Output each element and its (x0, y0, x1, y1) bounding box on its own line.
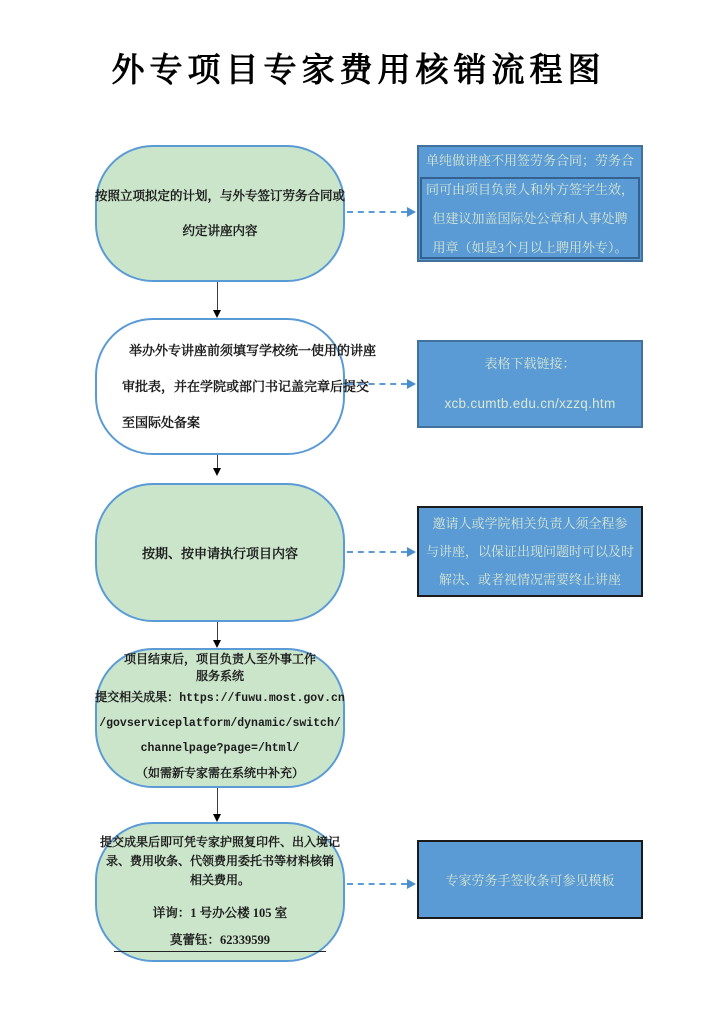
flow-step-3-execute-project (95, 483, 345, 622)
flow-step-4-submit-results (95, 648, 345, 788)
step-text-line: 按期、按申请执行项目内容 (141, 546, 298, 561)
download-link-text: xcb.cumtb.edu.cn/xzzq.htm (444, 396, 616, 411)
flow-arrow-down-3 (217, 622, 218, 641)
step-text-line: 举办外专讲座前须填写学校统一使用的讲座 (129, 342, 377, 358)
note-text-line: 但建议加盖国际处公章和人事处聘 (432, 210, 628, 226)
flow-step-1-sign-contract (95, 145, 345, 282)
contact-address-line: 详询：1 号办公楼 105 室 (152, 905, 288, 920)
note-box-receipt-template (417, 840, 643, 919)
step-text-line (95, 685, 345, 711)
note-text-line: 表格下载链接： (484, 356, 576, 371)
step-text-line: 审批表，并在学院或部门书记盖完章后提交 (122, 378, 370, 394)
note-box-form-download (417, 340, 643, 428)
contact-phone-text: 莫蕾钰：62339599 (169, 932, 270, 947)
note-box-contract-rules (417, 145, 643, 262)
dashed-connector-2 (347, 383, 407, 385)
flow-arrow-down-1 (217, 282, 218, 311)
submit-label: 提交相关成果： (95, 689, 180, 704)
note-text-line: 单纯做讲座不用签劳务合同；劳务合 (425, 152, 634, 168)
step-text-line: 提交成果后即可凭专家护照复印件、出入境记 (99, 834, 340, 849)
note-box-lecture-supervision (417, 506, 643, 597)
note-text-line: 专家劳务手签收条可参见模板 (445, 873, 615, 888)
note-text-line: 与讲座，以保证出现问题时可以及时 (425, 543, 634, 559)
page-title: 外专项目专家费用核销流程图 (111, 50, 606, 89)
flow-step-5-reimbursement (95, 822, 345, 962)
step-text-line: 相关费用。 (189, 872, 250, 887)
flow-step-2-approval-form (95, 318, 377, 455)
note-text-line: 同可由项目负责人和外方签字生效， (425, 181, 634, 197)
dashed-connector-3 (347, 551, 407, 553)
note-text-line: 邀请人或学院相关负责人须全程参 (432, 515, 628, 531)
flow-arrow-down-2 (217, 455, 218, 469)
flow-arrow-down-4 (217, 788, 218, 815)
dashed-connector-1 (347, 211, 407, 213)
contact-phone-underlined (114, 930, 326, 952)
system-url-text: /govserviceplatform/dynamic/switch/ (99, 716, 341, 730)
system-url-text: channelpage?page=/html/ (140, 741, 300, 755)
step-text-line: 约定讲座内容 (182, 223, 258, 238)
system-url-text: https://fuwu.most.gov.cn (179, 691, 345, 705)
step-text-line: 按照立项拟定的计划，与外专签订劳务合同或 (95, 188, 346, 203)
dashed-connector-4 (347, 883, 407, 885)
step-text-line: （如需新专家需在系统中补充） (135, 765, 304, 780)
step-text-line: 至国际处备案 (122, 414, 201, 430)
step-text-line: 录、费用收条、代领费用委托书等材料核销 (105, 853, 334, 868)
note-text-line: 解决、或者视情况需要终止讲座 (438, 571, 621, 587)
note-text-line: 用章（如是3个月以上聘用外专）。 (432, 239, 628, 255)
step-text-line: 服务系统 (195, 668, 244, 683)
step-text-line: 项目结束后，项目负责人至外事工作 (123, 651, 316, 666)
